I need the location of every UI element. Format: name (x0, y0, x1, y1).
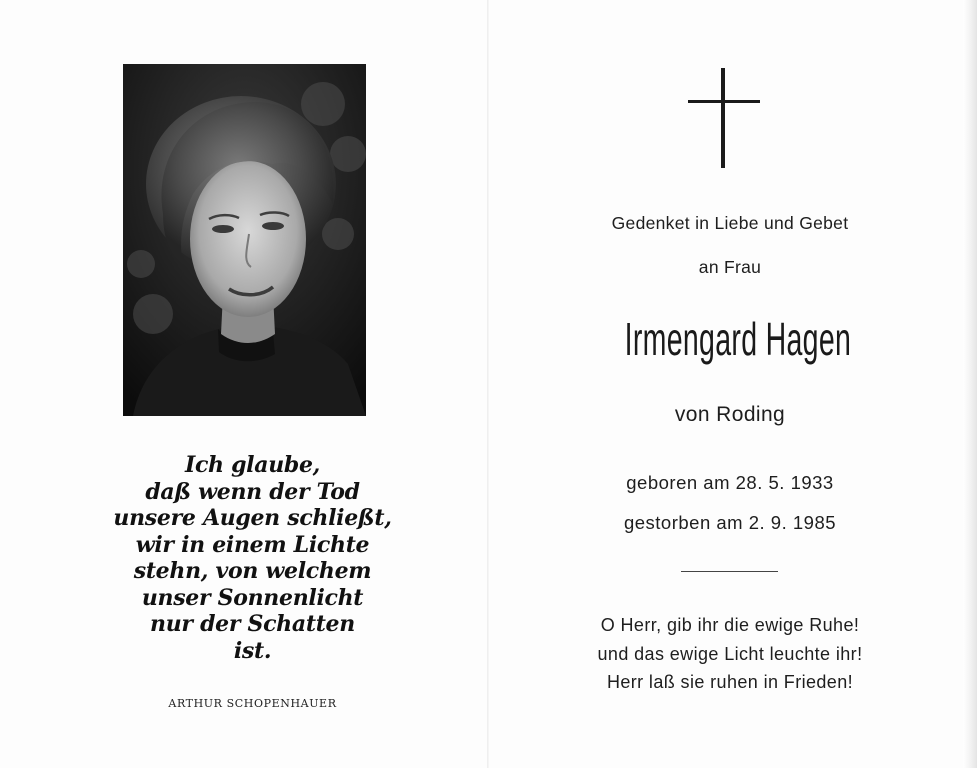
prayer-line: Herr laß sie ruhen in Frieden! (606, 672, 854, 692)
prayer-text (550, 611, 910, 697)
prayer-line: O Herr, gib ihr die ewige Ruhe! (600, 615, 860, 635)
quote-line: daß wenn der Tod (145, 478, 360, 505)
cross-vertical-bar (721, 68, 725, 168)
card-fold-line (487, 0, 489, 768)
cross-horizontal-bar (688, 100, 760, 103)
quote-line: ist. (233, 637, 272, 664)
salutation-text: an Frau (698, 257, 762, 277)
divider-rule (681, 571, 778, 572)
quote-line: stehn, von welchem (133, 558, 372, 584)
quote-line: wir in einem Lichte (135, 531, 370, 558)
intro-text: Gedenket in Liebe und Gebet (611, 213, 849, 233)
place-of-origin: von Roding (674, 403, 786, 426)
birth-date: geboren am 28. 5. 1933 (626, 472, 834, 493)
quote-line: unsere Augen schließt, (113, 505, 392, 531)
death-date: gestorben am 2. 9. 1985 (623, 512, 837, 533)
quote-line: nur der Schatten (150, 611, 355, 637)
quote-line: Ich glaube, (184, 452, 321, 478)
quote-line: unser Sonnenlicht (141, 584, 364, 611)
quote-author: ARTHUR SCHOPENHAUER (168, 697, 337, 710)
card-edge-shadow (963, 0, 977, 768)
portrait-photo (123, 64, 366, 416)
latin-cross-icon (688, 68, 760, 168)
quote-text (110, 452, 395, 664)
prayer-line: und das ewige Licht leuchte ihr! (597, 643, 863, 664)
deceased-name: Irmengard Hagen (624, 313, 852, 365)
